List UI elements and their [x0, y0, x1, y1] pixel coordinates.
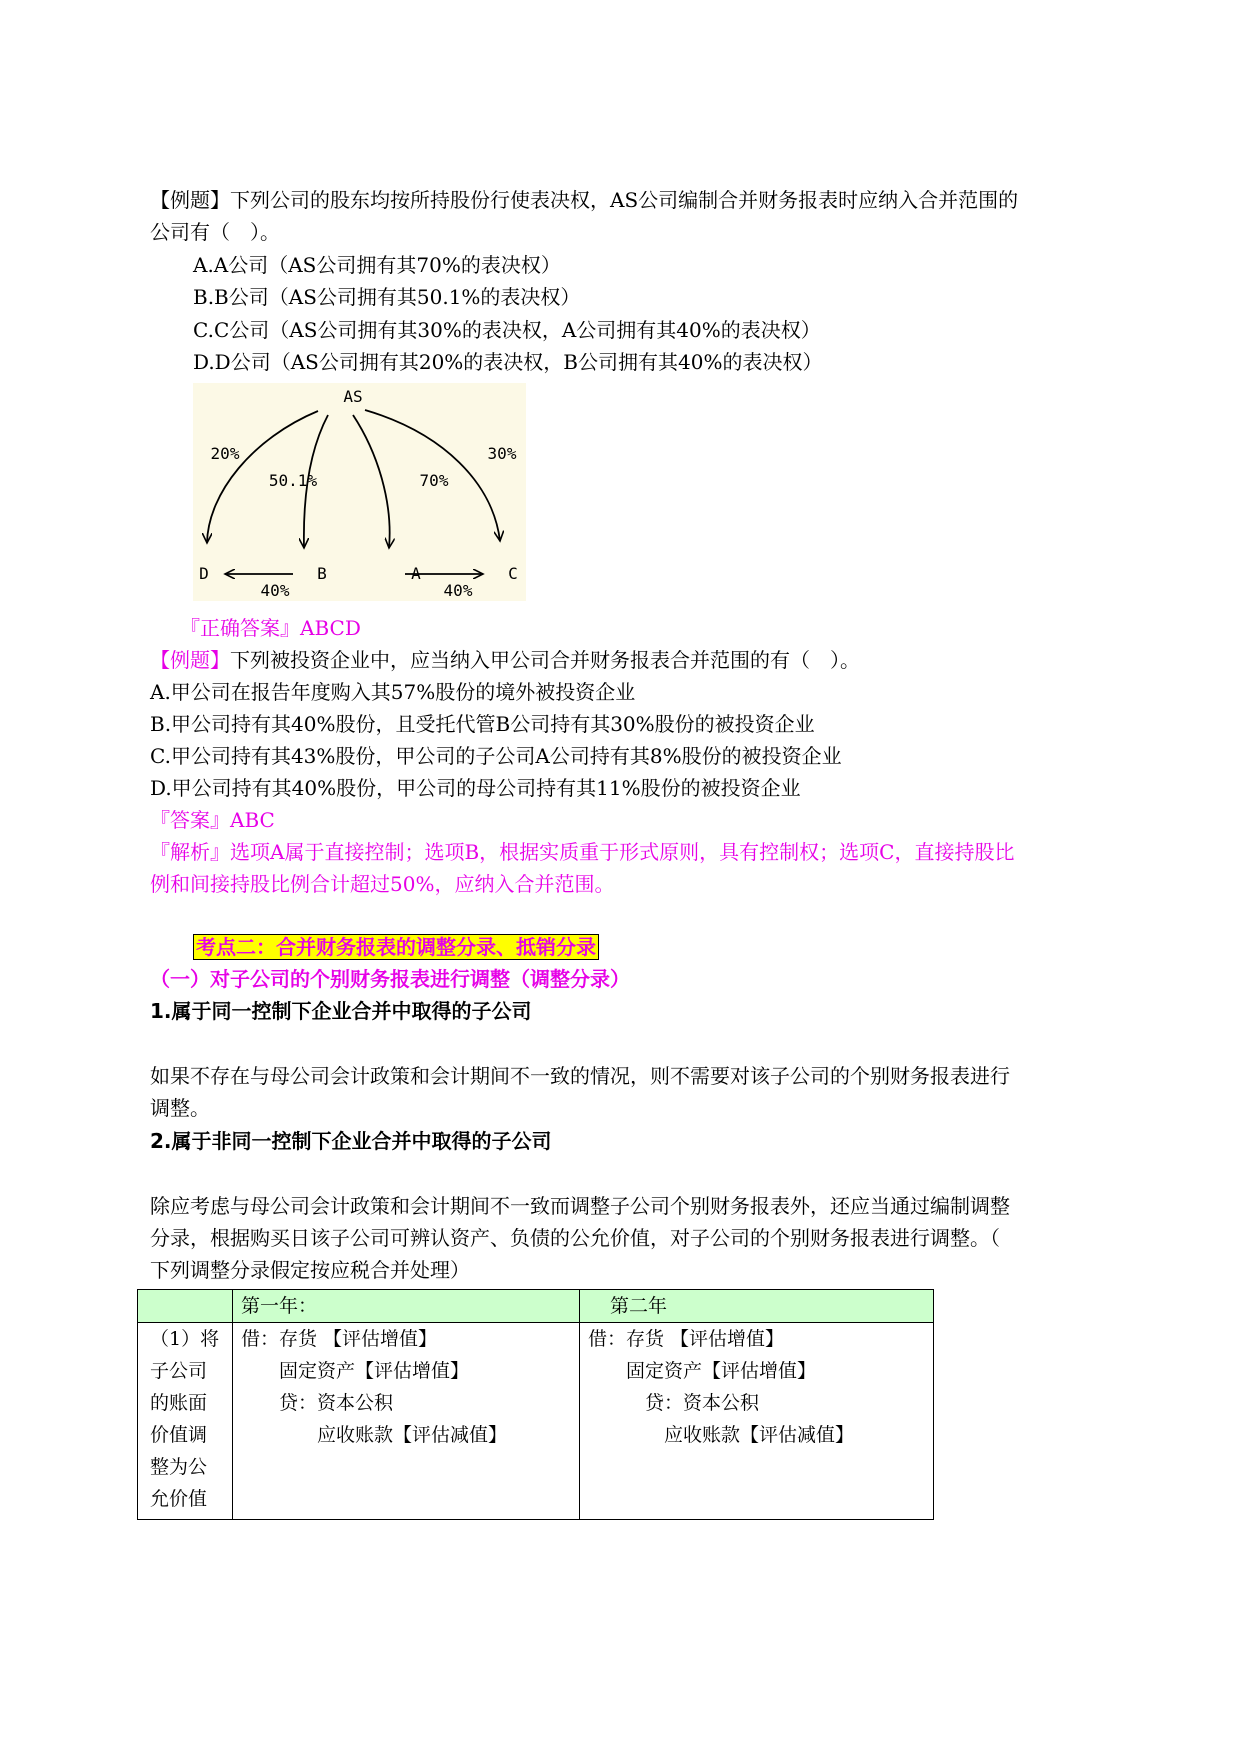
year1-entries-cell: [233, 1323, 580, 1520]
edge-label-as-c: 30%: [487, 444, 517, 463]
example2-question-text: 下列被投资企业中，应当纳入甲公司合并财务报表合并范围的有（ ）。: [230, 648, 860, 672]
item1-title: 1.属于同一控制下企业合并中取得的子公司: [150, 999, 532, 1023]
node-as: AS: [343, 387, 363, 406]
section-heading-highlight: 考点二：合并财务报表的调整分录、抵销分录: [193, 934, 599, 960]
row-label-line: 允价值: [150, 1488, 208, 1510]
example2-option-d: D.甲公司持有其40%股份，甲公司的母公司持有其11%股份的被投资企业: [150, 776, 801, 800]
example2-option-c: C.甲公司持有其43%股份，甲公司的子公司A公司持有其8%股份的被投资企业: [150, 744, 842, 768]
adjustment-entries-table: [137, 1289, 934, 1520]
item2-text-line3: 下列调整分录假定按应税合并处理）: [150, 1258, 470, 1282]
table-header-year2-label: 第二年: [610, 1295, 668, 1317]
row-label-cell: [138, 1323, 233, 1520]
edge-label-a-c: 40%: [443, 581, 473, 600]
example1-answer: 『正确答案』ABCD: [180, 616, 361, 640]
example2-question-prefix: 【例题】: [150, 648, 230, 672]
row-label-line: 子公司: [150, 1360, 208, 1382]
example1-option-a: A.A公司（AS公司拥有其70%的表决权）: [193, 253, 561, 277]
table-header-blank: [138, 1290, 233, 1323]
item2-text-line2: 分录，根据购买日该子公司可辨认资产、负债的公允价值，对子公司的个别财务报表进行调整。（: [150, 1226, 1000, 1250]
item1-text-line2: 调整。: [150, 1096, 210, 1120]
year1-entry-line: 贷：资本公积: [241, 1392, 394, 1414]
row-label-line: 的账面: [150, 1392, 208, 1414]
edge-label-as-b: 50.1%: [268, 471, 318, 490]
example2-analysis-line1: 『解析』选项A属于直接控制；选项B，根据实质重于形式原则，具有控制权；选项C，直接持股比: [150, 840, 1015, 864]
example1-option-c: C.C公司（AS公司拥有其30%的表决权，A公司拥有其40%的表决权）: [193, 318, 821, 342]
node-c: C: [508, 564, 518, 583]
row-label-line: （1）将: [150, 1328, 220, 1350]
year2-entry-line: 贷：资本公积: [588, 1392, 760, 1414]
example2-question: [150, 646, 860, 674]
example1-option-d: D.D公司（AS公司拥有其20%的表决权，B公司拥有其40%的表决权）: [193, 350, 823, 374]
year1-entry-line: 借：存货 【评估增值】: [241, 1328, 438, 1350]
table-header-year2: [580, 1290, 934, 1323]
year1-entry-line: 固定资产【评估增值】: [241, 1360, 470, 1382]
table-header-row: [138, 1290, 934, 1323]
example2-answer: 『答案』ABC: [150, 808, 275, 832]
edge-as-a: [353, 415, 390, 548]
example1-option-b: B.B公司（AS公司拥有其50.1%的表决权）: [193, 285, 581, 309]
row-label-line: 价值调: [150, 1424, 208, 1446]
node-a: A: [411, 564, 421, 583]
example1-question-line1: 【例题】下列公司的股东均按所持股份行使表决权，AS公司编制合并财务报表时应纳入合并范围的: [150, 188, 1019, 212]
edge-label-as-a: 70%: [419, 471, 449, 490]
year2-entry-line: 借：存货 【评估增值】: [588, 1328, 785, 1350]
ownership-diagram-svg: [193, 383, 526, 601]
year1-entry-line: 应收账款【评估减值】: [241, 1424, 508, 1446]
example2-option-a: A.甲公司在报告年度购入其57%股份的境外被投资企业: [150, 680, 636, 704]
example2-option-b: B.甲公司持有其40%股份，且受托代管B公司持有其30%股份的被投资企业: [150, 712, 815, 736]
row-label-line: 整为公: [150, 1456, 208, 1478]
section-heading: [193, 933, 599, 961]
node-d: D: [199, 564, 209, 583]
edge-label-b-d: 40%: [260, 581, 290, 600]
example1-question-line2: 公司有（ ）。: [150, 220, 280, 244]
item2-title: 2.属于非同一控制下企业合并中取得的子公司: [150, 1129, 552, 1153]
table-row: [138, 1323, 934, 1520]
year2-entries-cell: [580, 1323, 934, 1520]
item2-text-line1: 除应考虑与母公司会计政策和会计期间不一致而调整子公司个别财务报表外，还应当通过编制调整: [150, 1194, 1010, 1218]
year2-entry-line: 固定资产【评估增值】: [588, 1360, 817, 1382]
item1-text-line1: 如果不存在与母公司会计政策和会计期间不一致的情况，则不需要对该子公司的个别财务报表进行: [150, 1064, 1010, 1088]
section-sub-heading: （一）对子公司的个别财务报表进行调整（调整分录）: [150, 967, 630, 991]
edge-label-as-d: 20%: [210, 444, 240, 463]
year2-entry-line: 应收账款【评估减值】: [588, 1424, 855, 1446]
example2-analysis-line2: 例和间接持股比例合计超过50%，应纳入合并范围。: [150, 872, 615, 896]
ownership-diagram: [193, 383, 526, 601]
table-header-year1: 第一年：: [233, 1290, 580, 1323]
node-b: B: [317, 564, 327, 583]
